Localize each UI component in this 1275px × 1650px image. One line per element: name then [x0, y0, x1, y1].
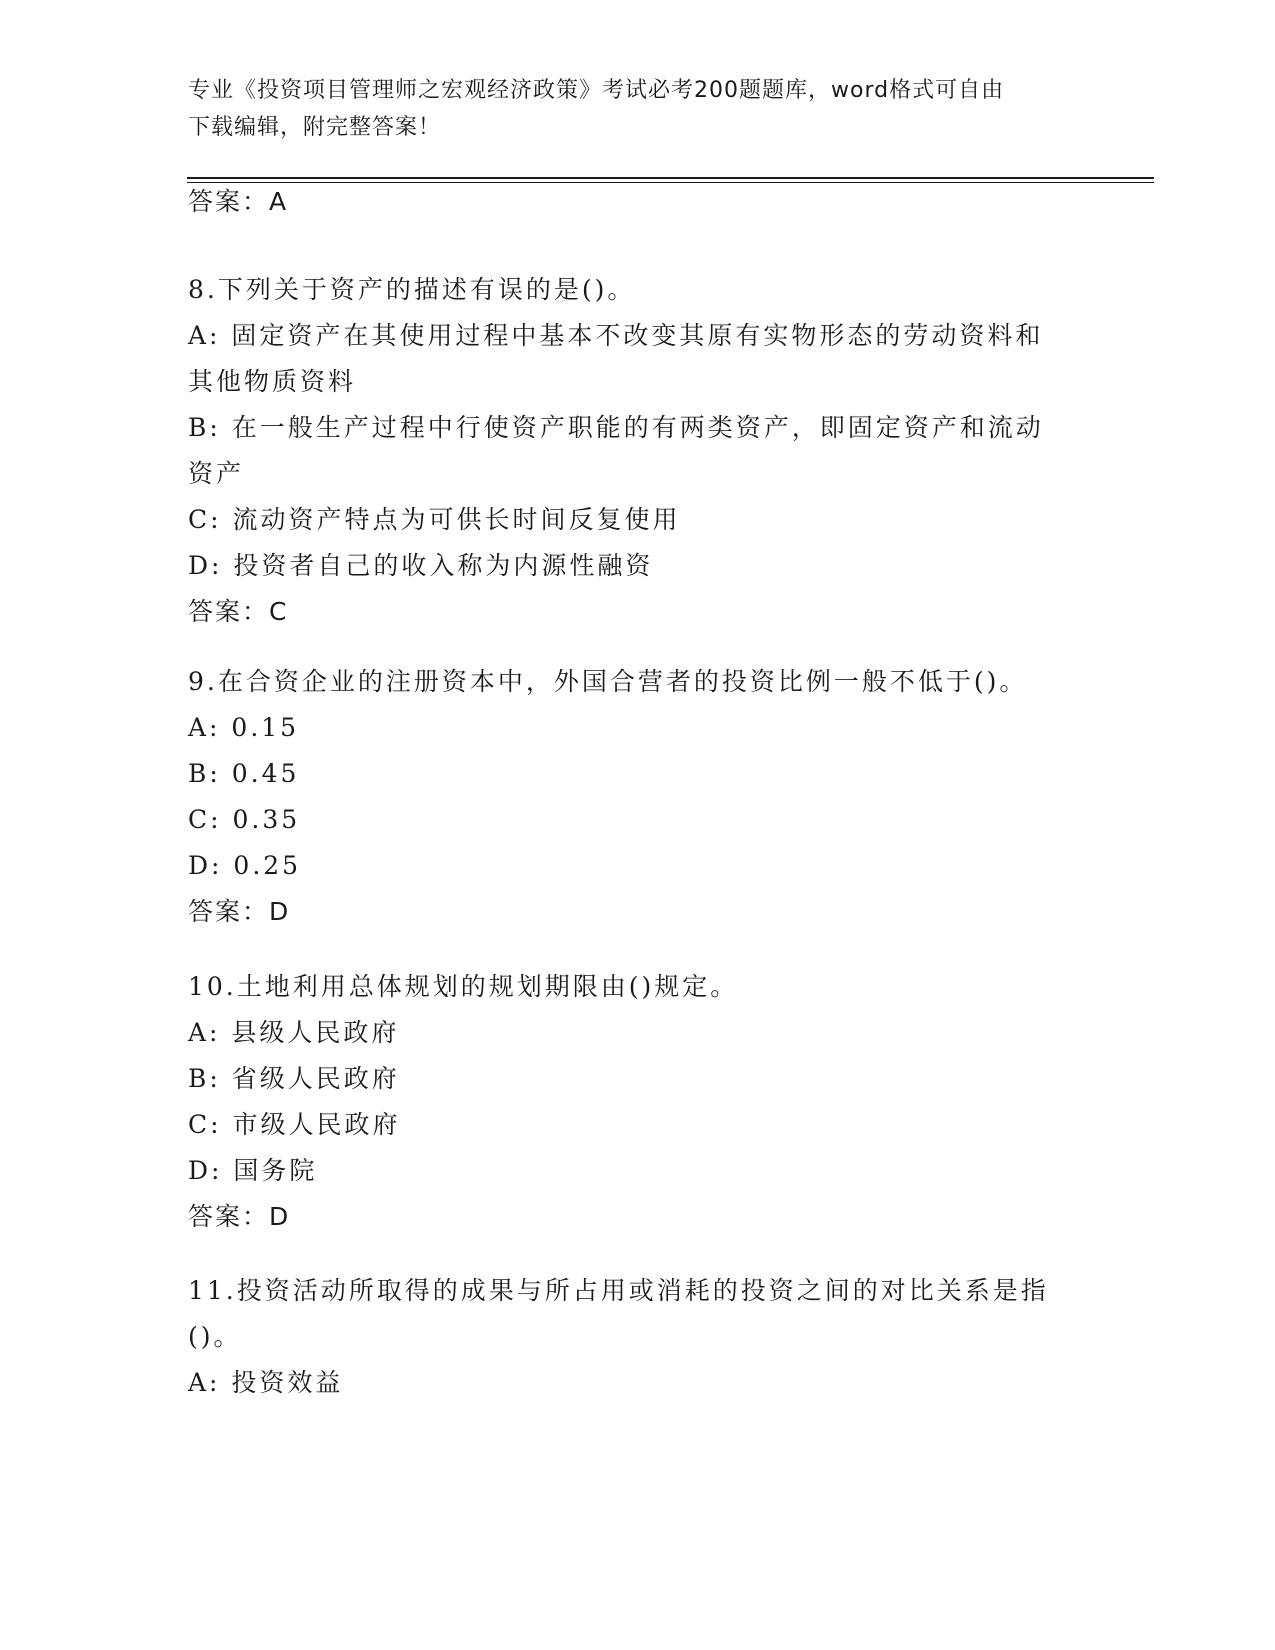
option-b: B: 在一般生产过程中行使资产职能的有两类资产，即固定资产和流动 [188, 413, 1044, 442]
option-a: A: 县级人民政府 [188, 1018, 400, 1047]
option-d: D: 国务院 [188, 1156, 318, 1185]
question-block-10 [188, 964, 1088, 1240]
document-header [188, 72, 1088, 146]
option-d: D: 0.25 [188, 851, 302, 880]
option-b: B: 省级人民政府 [188, 1064, 400, 1093]
option-b-continued: 资产 [188, 459, 245, 488]
option-a-continued: 其他物质资料 [188, 367, 357, 396]
question-text: 10.土地利用总体规划的规划期限由()规定。 [188, 972, 739, 1001]
question-block-9 [188, 659, 1088, 935]
answer-line: 答案：D [188, 897, 291, 926]
answer-line: 答案：C [188, 597, 289, 626]
header-line-2: 下载编辑，附完整答案！ [188, 115, 442, 140]
option-d: D: 投资者自己的收入称为内源性融资 [188, 551, 654, 580]
answer-line: 答案：A [188, 187, 289, 216]
option-b: B: 0.45 [188, 759, 300, 788]
option-c: C: 市级人民政府 [188, 1110, 401, 1139]
question-text: 8.下列关于资产的描述有误的是()。 [188, 275, 636, 304]
top-answer-block [188, 179, 1088, 225]
option-c: C: 流动资产特点为可供长时间反复使用 [188, 505, 681, 534]
question-text: 9.在合资企业的注册资本中，外国合营者的投资比例一般不低于()。 [188, 667, 1028, 696]
option-a: A: 投资效益 [188, 1368, 344, 1397]
option-a: A: 0.15 [188, 713, 300, 742]
answer-line: 答案：D [188, 1202, 291, 1231]
question-text-continued: ()。 [188, 1322, 242, 1351]
header-line-1: 专业《投资项目管理师之宏观经济政策》考试必考200题题库，word格式可自由 [188, 78, 1005, 103]
option-a: A: 固定资产在其使用过程中基本不改变其原有实物形态的劳动资料和 [188, 321, 1044, 350]
question-block-8 [188, 267, 1088, 635]
question-text: 11.投资活动所取得的成果与所占用或消耗的投资之间的对比关系是指 [188, 1276, 1049, 1305]
option-c: C: 0.35 [188, 805, 301, 834]
question-block-11 [188, 1268, 1088, 1406]
